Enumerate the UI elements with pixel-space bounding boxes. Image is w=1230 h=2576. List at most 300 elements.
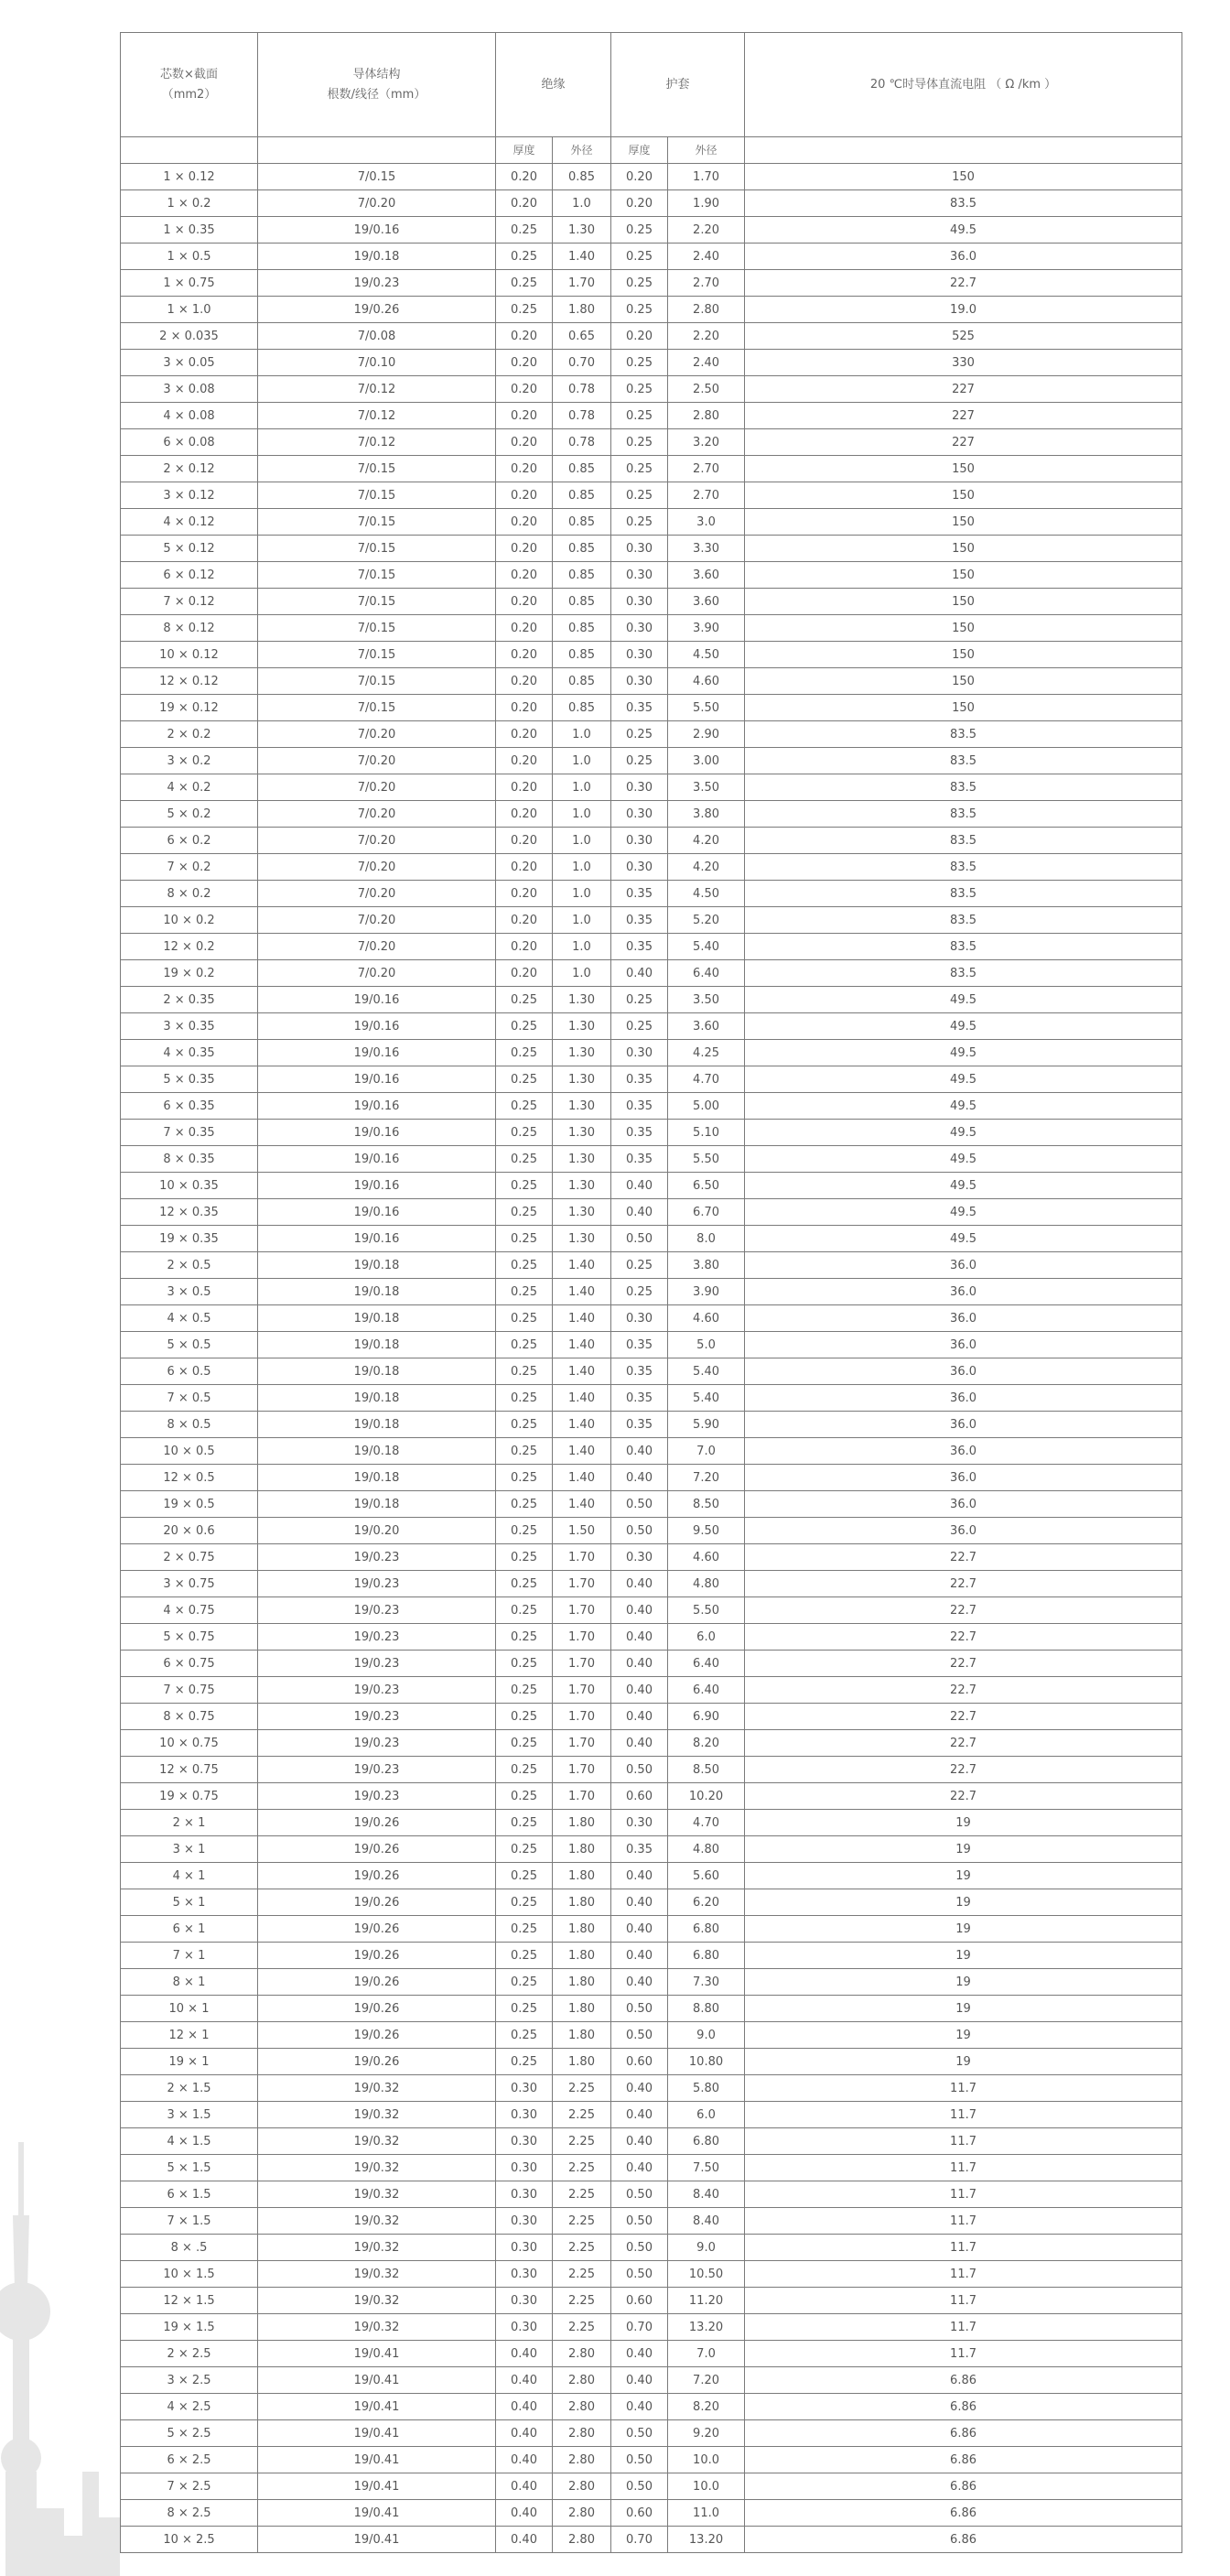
cell-resistance: 150 xyxy=(745,536,1182,562)
cell-conductor: 19/0.26 xyxy=(258,1996,496,2022)
cell-sheath-thickness: 0.25 xyxy=(611,244,668,270)
cell-insulation-outer: 2.80 xyxy=(553,2500,611,2527)
table-row xyxy=(121,2181,1182,2208)
cell-sheath-outer: 8.40 xyxy=(668,2208,745,2235)
cell-cores: 5 × 1 xyxy=(121,1889,258,1916)
cell-resistance: 11.7 xyxy=(745,2155,1182,2181)
cell-cores: 3 × 0.75 xyxy=(121,1571,258,1597)
cell-sheath-thickness: 0.40 xyxy=(611,1863,668,1889)
cell-sheath-thickness: 0.20 xyxy=(611,190,668,217)
cell-insulation-outer: 1.80 xyxy=(553,1916,611,1943)
cell-insulation-thickness: 0.25 xyxy=(496,1252,553,1279)
cell-sheath-outer: 10.20 xyxy=(668,1783,745,1810)
cell-insulation-outer: 2.80 xyxy=(553,2527,611,2553)
cell-insulation-thickness: 0.20 xyxy=(496,721,553,748)
cell-sheath-outer: 2.70 xyxy=(668,482,745,509)
cell-insulation-thickness: 0.25 xyxy=(496,1332,553,1358)
cell-sheath-outer: 2.50 xyxy=(668,376,745,403)
cell-resistance: 36.0 xyxy=(745,1305,1182,1332)
cell-cores: 6 × 0.5 xyxy=(121,1358,258,1385)
table-row xyxy=(121,1279,1182,1305)
cell-sheath-outer: 3.20 xyxy=(668,429,745,456)
cell-sheath-thickness: 0.30 xyxy=(611,668,668,695)
table-row xyxy=(121,2235,1182,2261)
cell-insulation-thickness: 0.25 xyxy=(496,1066,553,1093)
cell-conductor: 7/0.20 xyxy=(258,881,496,907)
cell-sheath-outer: 13.20 xyxy=(668,2314,745,2341)
table-row xyxy=(121,1544,1182,1571)
cell-sheath-outer: 9.0 xyxy=(668,2022,745,2049)
cell-cores: 8 × .5 xyxy=(121,2235,258,2261)
cell-insulation-outer: 1.0 xyxy=(553,774,611,801)
cell-sheath-outer: 8.80 xyxy=(668,1996,745,2022)
cell-conductor: 19/0.32 xyxy=(258,2075,496,2102)
cell-conductor: 19/0.23 xyxy=(258,1783,496,1810)
cell-sheath-outer: 7.20 xyxy=(668,1465,745,1491)
cell-insulation-outer: 1.50 xyxy=(553,1518,611,1544)
cell-conductor: 19/0.18 xyxy=(258,1438,496,1465)
cell-insulation-thickness: 0.30 xyxy=(496,2075,553,2102)
cell-sheath-thickness: 0.35 xyxy=(611,1120,668,1146)
table-row xyxy=(121,562,1182,589)
cell-conductor: 19/0.32 xyxy=(258,2288,496,2314)
cell-cores: 12 × 0.12 xyxy=(121,668,258,695)
table-row xyxy=(121,376,1182,403)
cell-conductor: 19/0.23 xyxy=(258,1704,496,1730)
cell-sheath-thickness: 0.50 xyxy=(611,1996,668,2022)
cell-insulation-outer: 1.70 xyxy=(553,1651,611,1677)
cell-insulation-outer: 1.40 xyxy=(553,1252,611,1279)
cell-cores: 3 × 1 xyxy=(121,1836,258,1863)
cell-cores: 5 × 0.35 xyxy=(121,1066,258,1093)
cell-cores: 4 × 1 xyxy=(121,1863,258,1889)
cell-cores: 12 × 1.5 xyxy=(121,2288,258,2314)
cell-conductor: 19/0.23 xyxy=(258,1730,496,1757)
header-resistance: 20 ℃时导体直流电阻 （ Ω /km ） xyxy=(745,33,1182,137)
cell-resistance: 83.5 xyxy=(745,881,1182,907)
table-row xyxy=(121,1040,1182,1066)
cell-insulation-thickness: 0.25 xyxy=(496,1226,553,1252)
cell-cores: 5 × 0.2 xyxy=(121,801,258,828)
cell-sheath-thickness: 0.40 xyxy=(611,2102,668,2128)
cell-sheath-thickness: 0.25 xyxy=(611,509,668,536)
cell-insulation-outer: 0.78 xyxy=(553,403,611,429)
cell-conductor: 19/0.23 xyxy=(258,1757,496,1783)
cell-cores: 12 × 0.35 xyxy=(121,1199,258,1226)
cell-resistance: 83.5 xyxy=(745,907,1182,934)
cell-cores: 3 × 0.12 xyxy=(121,482,258,509)
cell-insulation-outer: 1.70 xyxy=(553,1544,611,1571)
cell-sheath-thickness: 0.20 xyxy=(611,323,668,350)
cell-conductor: 7/0.08 xyxy=(258,323,496,350)
cell-conductor: 19/0.18 xyxy=(258,1465,496,1491)
cell-conductor: 19/0.26 xyxy=(258,1863,496,1889)
table-row xyxy=(121,907,1182,934)
cell-insulation-thickness: 0.25 xyxy=(496,1013,553,1040)
cell-conductor: 19/0.41 xyxy=(258,2394,496,2420)
cell-resistance: 6.86 xyxy=(745,2527,1182,2553)
cell-resistance: 22.7 xyxy=(745,1624,1182,1651)
cell-insulation-thickness: 0.20 xyxy=(496,190,553,217)
cell-insulation-thickness: 0.25 xyxy=(496,1146,553,1173)
table-row xyxy=(121,2128,1182,2155)
cell-conductor: 19/0.26 xyxy=(258,2022,496,2049)
cell-resistance: 83.5 xyxy=(745,828,1182,854)
cell-insulation-thickness: 0.25 xyxy=(496,987,553,1013)
cell-insulation-thickness: 0.25 xyxy=(496,1730,553,1757)
cell-insulation-outer: 0.85 xyxy=(553,164,611,190)
cell-cores: 10 × 1.5 xyxy=(121,2261,258,2288)
cell-conductor: 7/0.12 xyxy=(258,376,496,403)
cell-insulation-outer: 1.70 xyxy=(553,1571,611,1597)
cell-cores: 19 × 0.5 xyxy=(121,1491,258,1518)
cell-resistance: 49.5 xyxy=(745,1199,1182,1226)
cell-resistance: 19 xyxy=(745,1969,1182,1996)
table-row xyxy=(121,1438,1182,1465)
cell-insulation-thickness: 0.40 xyxy=(496,2341,553,2367)
cell-resistance: 22.7 xyxy=(745,1571,1182,1597)
table-row xyxy=(121,2527,1182,2553)
cell-sheath-thickness: 0.25 xyxy=(611,376,668,403)
cell-cores: 19 × 0.75 xyxy=(121,1783,258,1810)
cell-sheath-outer: 5.50 xyxy=(668,695,745,721)
header-conductor-label: 导体结构 xyxy=(352,67,401,81)
cell-resistance: 22.7 xyxy=(745,1783,1182,1810)
table-row xyxy=(121,2447,1182,2473)
cell-conductor: 7/0.20 xyxy=(258,854,496,881)
cell-insulation-thickness: 0.25 xyxy=(496,1836,553,1863)
cell-sheath-thickness: 0.25 xyxy=(611,721,668,748)
cell-sheath-thickness: 0.20 xyxy=(611,164,668,190)
cell-conductor: 19/0.23 xyxy=(258,1651,496,1677)
cell-conductor: 19/0.41 xyxy=(258,2341,496,2367)
cell-cores: 10 × 1 xyxy=(121,1996,258,2022)
cell-insulation-outer: 2.25 xyxy=(553,2261,611,2288)
table-row xyxy=(121,1624,1182,1651)
cell-conductor: 7/0.20 xyxy=(258,801,496,828)
cell-insulation-thickness: 0.30 xyxy=(496,2102,553,2128)
table-row xyxy=(121,2102,1182,2128)
cell-sheath-outer: 7.0 xyxy=(668,2341,745,2367)
cell-insulation-thickness: 0.20 xyxy=(496,589,553,615)
cell-cores: 12 × 1 xyxy=(121,2022,258,2049)
table-row xyxy=(121,323,1182,350)
cell-cores: 10 × 2.5 xyxy=(121,2527,258,2553)
cell-insulation-thickness: 0.25 xyxy=(496,297,553,323)
table-row xyxy=(121,1013,1182,1040)
cell-sheath-thickness: 0.30 xyxy=(611,615,668,642)
cell-conductor: 7/0.20 xyxy=(258,190,496,217)
cell-sheath-outer: 6.0 xyxy=(668,1624,745,1651)
cell-cores: 2 × 0.12 xyxy=(121,456,258,482)
cell-sheath-outer: 6.80 xyxy=(668,1916,745,1943)
cell-sheath-outer: 7.20 xyxy=(668,2367,745,2394)
table-row xyxy=(121,1491,1182,1518)
cell-resistance: 83.5 xyxy=(745,748,1182,774)
table-row xyxy=(121,1836,1182,1863)
cell-sheath-outer: 4.70 xyxy=(668,1066,745,1093)
cell-insulation-thickness: 0.25 xyxy=(496,1943,553,1969)
cell-cores: 12 × 0.75 xyxy=(121,1757,258,1783)
table-row xyxy=(121,1465,1182,1491)
cell-sheath-outer: 5.0 xyxy=(668,1332,745,1358)
cell-conductor: 19/0.16 xyxy=(258,1013,496,1040)
cell-sheath-outer: 6.40 xyxy=(668,960,745,987)
cell-resistance: 11.7 xyxy=(745,2208,1182,2235)
cell-cores: 10 × 0.2 xyxy=(121,907,258,934)
cell-resistance: 150 xyxy=(745,482,1182,509)
cell-conductor: 19/0.16 xyxy=(258,1066,496,1093)
cell-cores: 1 × 0.5 xyxy=(121,244,258,270)
table-row xyxy=(121,1146,1182,1173)
cell-conductor: 19/0.18 xyxy=(258,1332,496,1358)
cell-sheath-thickness: 0.30 xyxy=(611,774,668,801)
cell-conductor: 7/0.15 xyxy=(258,695,496,721)
cell-sheath-outer: 4.60 xyxy=(668,668,745,695)
cell-sheath-thickness: 0.50 xyxy=(611,1491,668,1518)
cell-resistance: 6.86 xyxy=(745,2367,1182,2394)
cell-insulation-outer: 0.78 xyxy=(553,376,611,403)
cell-cores: 4 × 0.2 xyxy=(121,774,258,801)
cell-sheath-outer: 6.70 xyxy=(668,1199,745,1226)
cell-cores: 19 × 0.12 xyxy=(121,695,258,721)
cell-resistance: 19 xyxy=(745,1943,1182,1969)
cell-resistance: 19.0 xyxy=(745,297,1182,323)
table-row xyxy=(121,2473,1182,2500)
table-row xyxy=(121,2022,1182,2049)
cell-conductor: 7/0.15 xyxy=(258,456,496,482)
cell-sheath-outer: 4.60 xyxy=(668,1305,745,1332)
cell-insulation-outer: 1.40 xyxy=(553,1491,611,1518)
table-row xyxy=(121,1916,1182,1943)
table-row xyxy=(121,1385,1182,1412)
cell-resistance: 36.0 xyxy=(745,1465,1182,1491)
cell-resistance: 22.7 xyxy=(745,1757,1182,1783)
cell-sheath-thickness: 0.50 xyxy=(611,2022,668,2049)
cell-cores: 5 × 0.5 xyxy=(121,1332,258,1358)
cell-conductor: 19/0.16 xyxy=(258,1146,496,1173)
cell-insulation-thickness: 0.25 xyxy=(496,1385,553,1412)
table-row xyxy=(121,350,1182,376)
cell-resistance: 150 xyxy=(745,642,1182,668)
table-row xyxy=(121,1332,1182,1358)
cell-conductor: 19/0.20 xyxy=(258,1518,496,1544)
table-row xyxy=(121,1969,1182,1996)
cell-conductor: 19/0.32 xyxy=(258,2261,496,2288)
cell-sheath-outer: 4.25 xyxy=(668,1040,745,1066)
cell-insulation-thickness: 0.20 xyxy=(496,615,553,642)
cell-sheath-outer: 3.90 xyxy=(668,615,745,642)
cell-insulation-outer: 2.25 xyxy=(553,2288,611,2314)
cell-cores: 4 × 2.5 xyxy=(121,2394,258,2420)
cell-conductor: 19/0.18 xyxy=(258,1279,496,1305)
cell-insulation-thickness: 0.25 xyxy=(496,1199,553,1226)
table-row xyxy=(121,721,1182,748)
cell-cores: 3 × 0.5 xyxy=(121,1279,258,1305)
cell-insulation-outer: 1.0 xyxy=(553,801,611,828)
cell-sheath-thickness: 0.25 xyxy=(611,482,668,509)
cell-insulation-thickness: 0.40 xyxy=(496,2473,553,2500)
cell-insulation-outer: 2.80 xyxy=(553,2394,611,2420)
cell-resistance: 19 xyxy=(745,1810,1182,1836)
cell-sheath-thickness: 0.25 xyxy=(611,217,668,244)
cell-cores: 3 × 1.5 xyxy=(121,2102,258,2128)
cell-insulation-thickness: 0.20 xyxy=(496,854,553,881)
cell-sheath-outer: 6.50 xyxy=(668,1173,745,1199)
cell-cores: 5 × 2.5 xyxy=(121,2420,258,2447)
cell-cores: 2 × 1.5 xyxy=(121,2075,258,2102)
cell-sheath-thickness: 0.25 xyxy=(611,456,668,482)
cell-cores: 6 × 0.12 xyxy=(121,562,258,589)
cell-insulation-outer: 1.70 xyxy=(553,1757,611,1783)
cell-insulation-thickness: 0.30 xyxy=(496,2235,553,2261)
cell-cores: 1 × 0.35 xyxy=(121,217,258,244)
cell-cores: 8 × 0.2 xyxy=(121,881,258,907)
cell-sheath-outer: 2.80 xyxy=(668,297,745,323)
cell-insulation-outer: 1.30 xyxy=(553,1013,611,1040)
cell-insulation-thickness: 0.25 xyxy=(496,1438,553,1465)
cell-sheath-thickness: 0.40 xyxy=(611,1571,668,1597)
table-row xyxy=(121,2155,1182,2181)
cell-sheath-thickness: 0.25 xyxy=(611,748,668,774)
cell-conductor: 7/0.15 xyxy=(258,482,496,509)
table-row xyxy=(121,695,1182,721)
cell-insulation-outer: 2.25 xyxy=(553,2235,611,2261)
cell-cores: 20 × 0.6 xyxy=(121,1518,258,1544)
cell-sheath-thickness: 0.30 xyxy=(611,854,668,881)
cell-sheath-outer: 2.40 xyxy=(668,244,745,270)
cell-sheath-outer: 8.50 xyxy=(668,1491,745,1518)
cell-insulation-outer: 2.25 xyxy=(553,2075,611,2102)
cell-cores: 3 × 0.08 xyxy=(121,376,258,403)
cell-sheath-thickness: 0.35 xyxy=(611,1412,668,1438)
table-row xyxy=(121,1305,1182,1332)
cell-sheath-thickness: 0.30 xyxy=(611,1810,668,1836)
cell-cores: 6 × 0.2 xyxy=(121,828,258,854)
table-row xyxy=(121,668,1182,695)
cell-sheath-outer: 2.20 xyxy=(668,323,745,350)
cell-insulation-thickness: 0.20 xyxy=(496,429,553,456)
cell-insulation-outer: 1.0 xyxy=(553,828,611,854)
cell-insulation-thickness: 0.25 xyxy=(496,1916,553,1943)
cell-cores: 2 × 0.5 xyxy=(121,1252,258,1279)
cell-sheath-outer: 5.20 xyxy=(668,907,745,934)
cell-sheath-thickness: 0.30 xyxy=(611,1040,668,1066)
header-cores-unit: （mm2） xyxy=(161,87,217,102)
cell-resistance: 49.5 xyxy=(745,1066,1182,1093)
cell-conductor: 19/0.41 xyxy=(258,2367,496,2394)
cell-resistance: 36.0 xyxy=(745,1491,1182,1518)
cell-sheath-outer: 3.50 xyxy=(668,774,745,801)
cell-sheath-thickness: 0.35 xyxy=(611,695,668,721)
table-row xyxy=(121,429,1182,456)
cell-resistance: 11.7 xyxy=(745,2128,1182,2155)
cell-conductor: 7/0.12 xyxy=(258,429,496,456)
cell-insulation-thickness: 0.20 xyxy=(496,403,553,429)
cell-sheath-thickness: 0.25 xyxy=(611,270,668,297)
cell-sheath-outer: 5.50 xyxy=(668,1146,745,1173)
cell-insulation-thickness: 0.25 xyxy=(496,1810,553,1836)
cell-insulation-outer: 1.30 xyxy=(553,1040,611,1066)
table-row xyxy=(121,642,1182,668)
cell-insulation-thickness: 0.30 xyxy=(496,2181,553,2208)
cell-sheath-outer: 3.60 xyxy=(668,589,745,615)
cell-resistance: 49.5 xyxy=(745,1040,1182,1066)
cell-insulation-outer: 2.80 xyxy=(553,2341,611,2367)
cell-insulation-outer: 1.70 xyxy=(553,1624,611,1651)
cell-resistance: 36.0 xyxy=(745,1332,1182,1358)
cell-cores: 10 × 0.75 xyxy=(121,1730,258,1757)
cell-sheath-thickness: 0.25 xyxy=(611,403,668,429)
table-row xyxy=(121,1810,1182,1836)
cell-resistance: 150 xyxy=(745,668,1182,695)
cell-sheath-outer: 8.40 xyxy=(668,2181,745,2208)
cell-conductor: 19/0.23 xyxy=(258,1597,496,1624)
cell-conductor: 19/0.18 xyxy=(258,1412,496,1438)
subheader-insulation-outer: 外径 xyxy=(553,137,611,164)
cell-insulation-thickness: 0.25 xyxy=(496,1491,553,1518)
cell-insulation-outer: 0.85 xyxy=(553,456,611,482)
cell-insulation-thickness: 0.20 xyxy=(496,748,553,774)
cell-sheath-outer: 10.0 xyxy=(668,2447,745,2473)
cell-conductor: 19/0.26 xyxy=(258,1943,496,1969)
cell-resistance: 83.5 xyxy=(745,721,1182,748)
cell-insulation-thickness: 0.25 xyxy=(496,1597,553,1624)
cell-conductor: 7/0.15 xyxy=(258,642,496,668)
cell-sheath-thickness: 0.30 xyxy=(611,828,668,854)
cell-insulation-outer: 2.80 xyxy=(553,2447,611,2473)
cell-sheath-outer: 11.0 xyxy=(668,2500,745,2527)
cell-sheath-outer: 6.40 xyxy=(668,1677,745,1704)
cell-insulation-thickness: 0.20 xyxy=(496,482,553,509)
cell-resistance: 150 xyxy=(745,456,1182,482)
cell-insulation-thickness: 0.20 xyxy=(496,668,553,695)
cell-resistance: 11.7 xyxy=(745,2314,1182,2341)
cell-cores: 6 × 1.5 xyxy=(121,2181,258,2208)
table-row xyxy=(121,536,1182,562)
cell-sheath-thickness: 0.40 xyxy=(611,2075,668,2102)
cell-cores: 6 × 0.08 xyxy=(121,429,258,456)
cell-insulation-outer: 1.30 xyxy=(553,1066,611,1093)
cell-sheath-thickness: 0.70 xyxy=(611,2314,668,2341)
cell-conductor: 19/0.23 xyxy=(258,1677,496,1704)
cell-sheath-thickness: 0.40 xyxy=(611,1199,668,1226)
cell-conductor: 7/0.15 xyxy=(258,536,496,562)
cell-resistance: 36.0 xyxy=(745,244,1182,270)
table-row xyxy=(121,1730,1182,1757)
cell-conductor: 7/0.10 xyxy=(258,350,496,376)
cell-sheath-thickness: 0.40 xyxy=(611,1677,668,1704)
cell-conductor: 19/0.32 xyxy=(258,2128,496,2155)
cell-sheath-thickness: 0.50 xyxy=(611,2261,668,2288)
cell-cores: 12 × 0.5 xyxy=(121,1465,258,1491)
cell-resistance: 36.0 xyxy=(745,1385,1182,1412)
table-row xyxy=(121,2341,1182,2367)
cell-conductor: 19/0.26 xyxy=(258,1889,496,1916)
table-row xyxy=(121,2288,1182,2314)
cell-resistance: 19 xyxy=(745,1836,1182,1863)
table-row xyxy=(121,482,1182,509)
cell-sheath-outer: 4.50 xyxy=(668,881,745,907)
cell-cores: 2 × 0.035 xyxy=(121,323,258,350)
cell-conductor: 7/0.15 xyxy=(258,615,496,642)
cell-sheath-thickness: 0.25 xyxy=(611,1279,668,1305)
cell-insulation-outer: 0.85 xyxy=(553,562,611,589)
cell-resistance: 150 xyxy=(745,509,1182,536)
table-row xyxy=(121,1199,1182,1226)
cell-conductor: 19/0.23 xyxy=(258,1544,496,1571)
cell-conductor: 19/0.41 xyxy=(258,2500,496,2527)
